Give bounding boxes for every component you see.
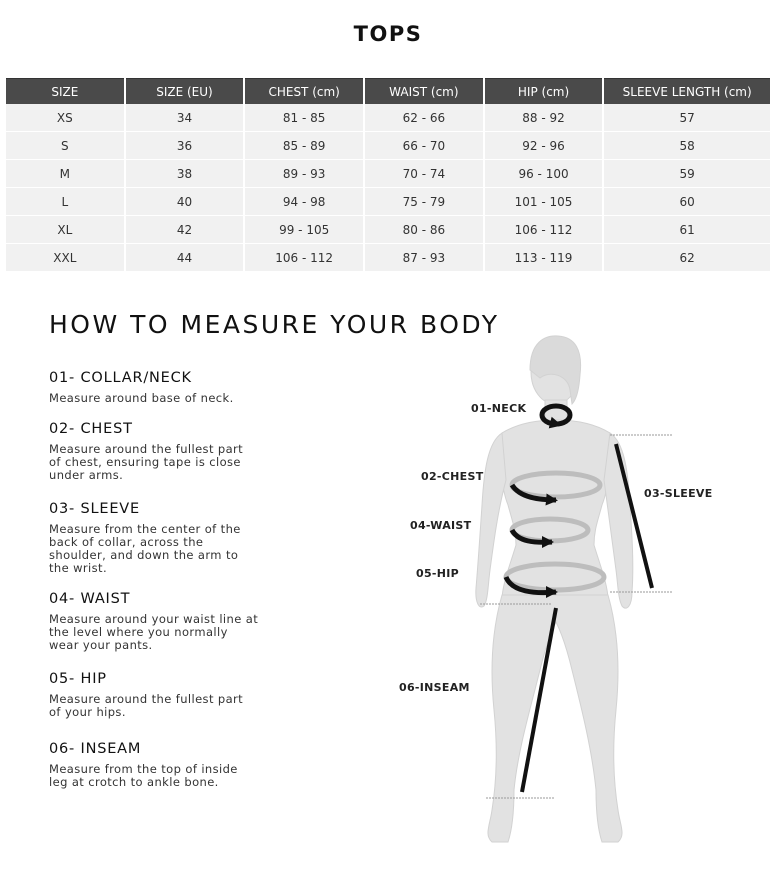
- step-title: 05- HIP: [49, 671, 107, 687]
- table-cell: 85 - 89: [245, 132, 363, 160]
- table-cell: 60: [604, 188, 770, 216]
- table-cell: 75 - 79: [365, 188, 483, 216]
- table-row: [6, 216, 770, 244]
- size-chart-table: [4, 78, 772, 272]
- step-chest: [49, 421, 259, 482]
- table-cell: XS: [6, 104, 124, 132]
- label-sleeve: 03-SLEEVE: [644, 487, 713, 500]
- table-cell: 101 - 105: [485, 188, 603, 216]
- table-cell: 94 - 98: [245, 188, 363, 216]
- table-cell: 44: [126, 244, 244, 272]
- step-inseam: [49, 741, 259, 789]
- table-cell: 58: [604, 132, 770, 160]
- table-cell: 81 - 85: [245, 104, 363, 132]
- step-description: Measure from the center of the back of collar, across the shoulder, and down the arm to the wrist.: [49, 522, 241, 575]
- step-collar-neck: [49, 370, 259, 405]
- column-header-waist: WAIST (cm): [365, 78, 483, 104]
- table-cell: 87 - 93: [365, 244, 483, 272]
- table-cell: 70 - 74: [365, 160, 483, 188]
- table-cell: 66 - 70: [365, 132, 483, 160]
- step-title: 04- WAIST: [49, 591, 131, 607]
- table-cell: S: [6, 132, 124, 160]
- step-sleeve: [49, 501, 259, 575]
- table-cell: 59: [604, 160, 770, 188]
- table-cell: XXL: [6, 244, 124, 272]
- column-header-size-eu: SIZE (EU): [126, 78, 244, 104]
- column-header-chest: CHEST (cm): [245, 78, 363, 104]
- step-description: Measure around the fullest part of chest, ensuring tape is close under arms.: [49, 442, 244, 482]
- table-cell: 62 - 66: [365, 104, 483, 132]
- table-cell: M: [6, 160, 124, 188]
- label-waist: 04-WAIST: [410, 519, 472, 532]
- step-title: 03- SLEEVE: [49, 501, 140, 517]
- table-cell: 113 - 119: [485, 244, 603, 272]
- table-cell: 34: [126, 104, 244, 132]
- chest-arrow-icon: [540, 499, 552, 500]
- table-row: [6, 244, 770, 272]
- table-cell: 88 - 92: [485, 104, 603, 132]
- table-cell: 57: [604, 104, 770, 132]
- step-description: Measure around the fullest part of your hips.: [49, 692, 244, 719]
- table-cell: 106 - 112: [485, 216, 603, 244]
- table-cell: 38: [126, 160, 244, 188]
- table-header-row: [6, 78, 770, 104]
- table-cell: 62: [604, 244, 770, 272]
- table-cell: 106 - 112: [245, 244, 363, 272]
- table-cell: L: [6, 188, 124, 216]
- label-hip: 05-HIP: [416, 567, 460, 580]
- table-row: [6, 188, 770, 216]
- step-waist: [49, 591, 259, 652]
- table-row: [6, 160, 770, 188]
- how-to-measure-heading: HOW TO MEASURE YOUR BODY: [49, 310, 500, 339]
- table-cell: 36: [126, 132, 244, 160]
- step-hip: [49, 671, 259, 719]
- table-cell: 80 - 86: [365, 216, 483, 244]
- table-cell: 61: [604, 216, 770, 244]
- page-title: TOPS: [353, 22, 423, 46]
- body-measurement-figure: [380, 330, 770, 865]
- table-cell: XL: [6, 216, 124, 244]
- table-cell: 96 - 100: [485, 160, 603, 188]
- step-description: Measure around base of neck.: [49, 391, 234, 405]
- column-header-sleeve-length: SLEEVE LENGTH (cm): [604, 78, 770, 104]
- step-title: 02- CHEST: [49, 421, 133, 437]
- column-header-hip: HIP (cm): [485, 78, 603, 104]
- step-description: Measure around your waist line at the level where you normally wear your pants.: [49, 612, 259, 652]
- table-cell: 40: [126, 188, 244, 216]
- step-description: Measure from the top of inside leg at crotch to ankle bone.: [49, 762, 238, 789]
- table-cell: 92 - 96: [485, 132, 603, 160]
- label-neck: 01-NECK: [471, 402, 527, 415]
- table-row: [6, 132, 770, 160]
- table-cell: 42: [126, 216, 244, 244]
- table-row: [6, 104, 770, 132]
- label-inseam: 06-INSEAM: [399, 681, 470, 694]
- step-title: 06- INSEAM: [49, 741, 142, 757]
- step-title: 01- COLLAR/NECK: [49, 370, 192, 386]
- column-header-size: SIZE: [6, 78, 124, 104]
- table-cell: 89 - 93: [245, 160, 363, 188]
- label-chest: 02-CHEST: [421, 470, 484, 483]
- table-cell: 99 - 105: [245, 216, 363, 244]
